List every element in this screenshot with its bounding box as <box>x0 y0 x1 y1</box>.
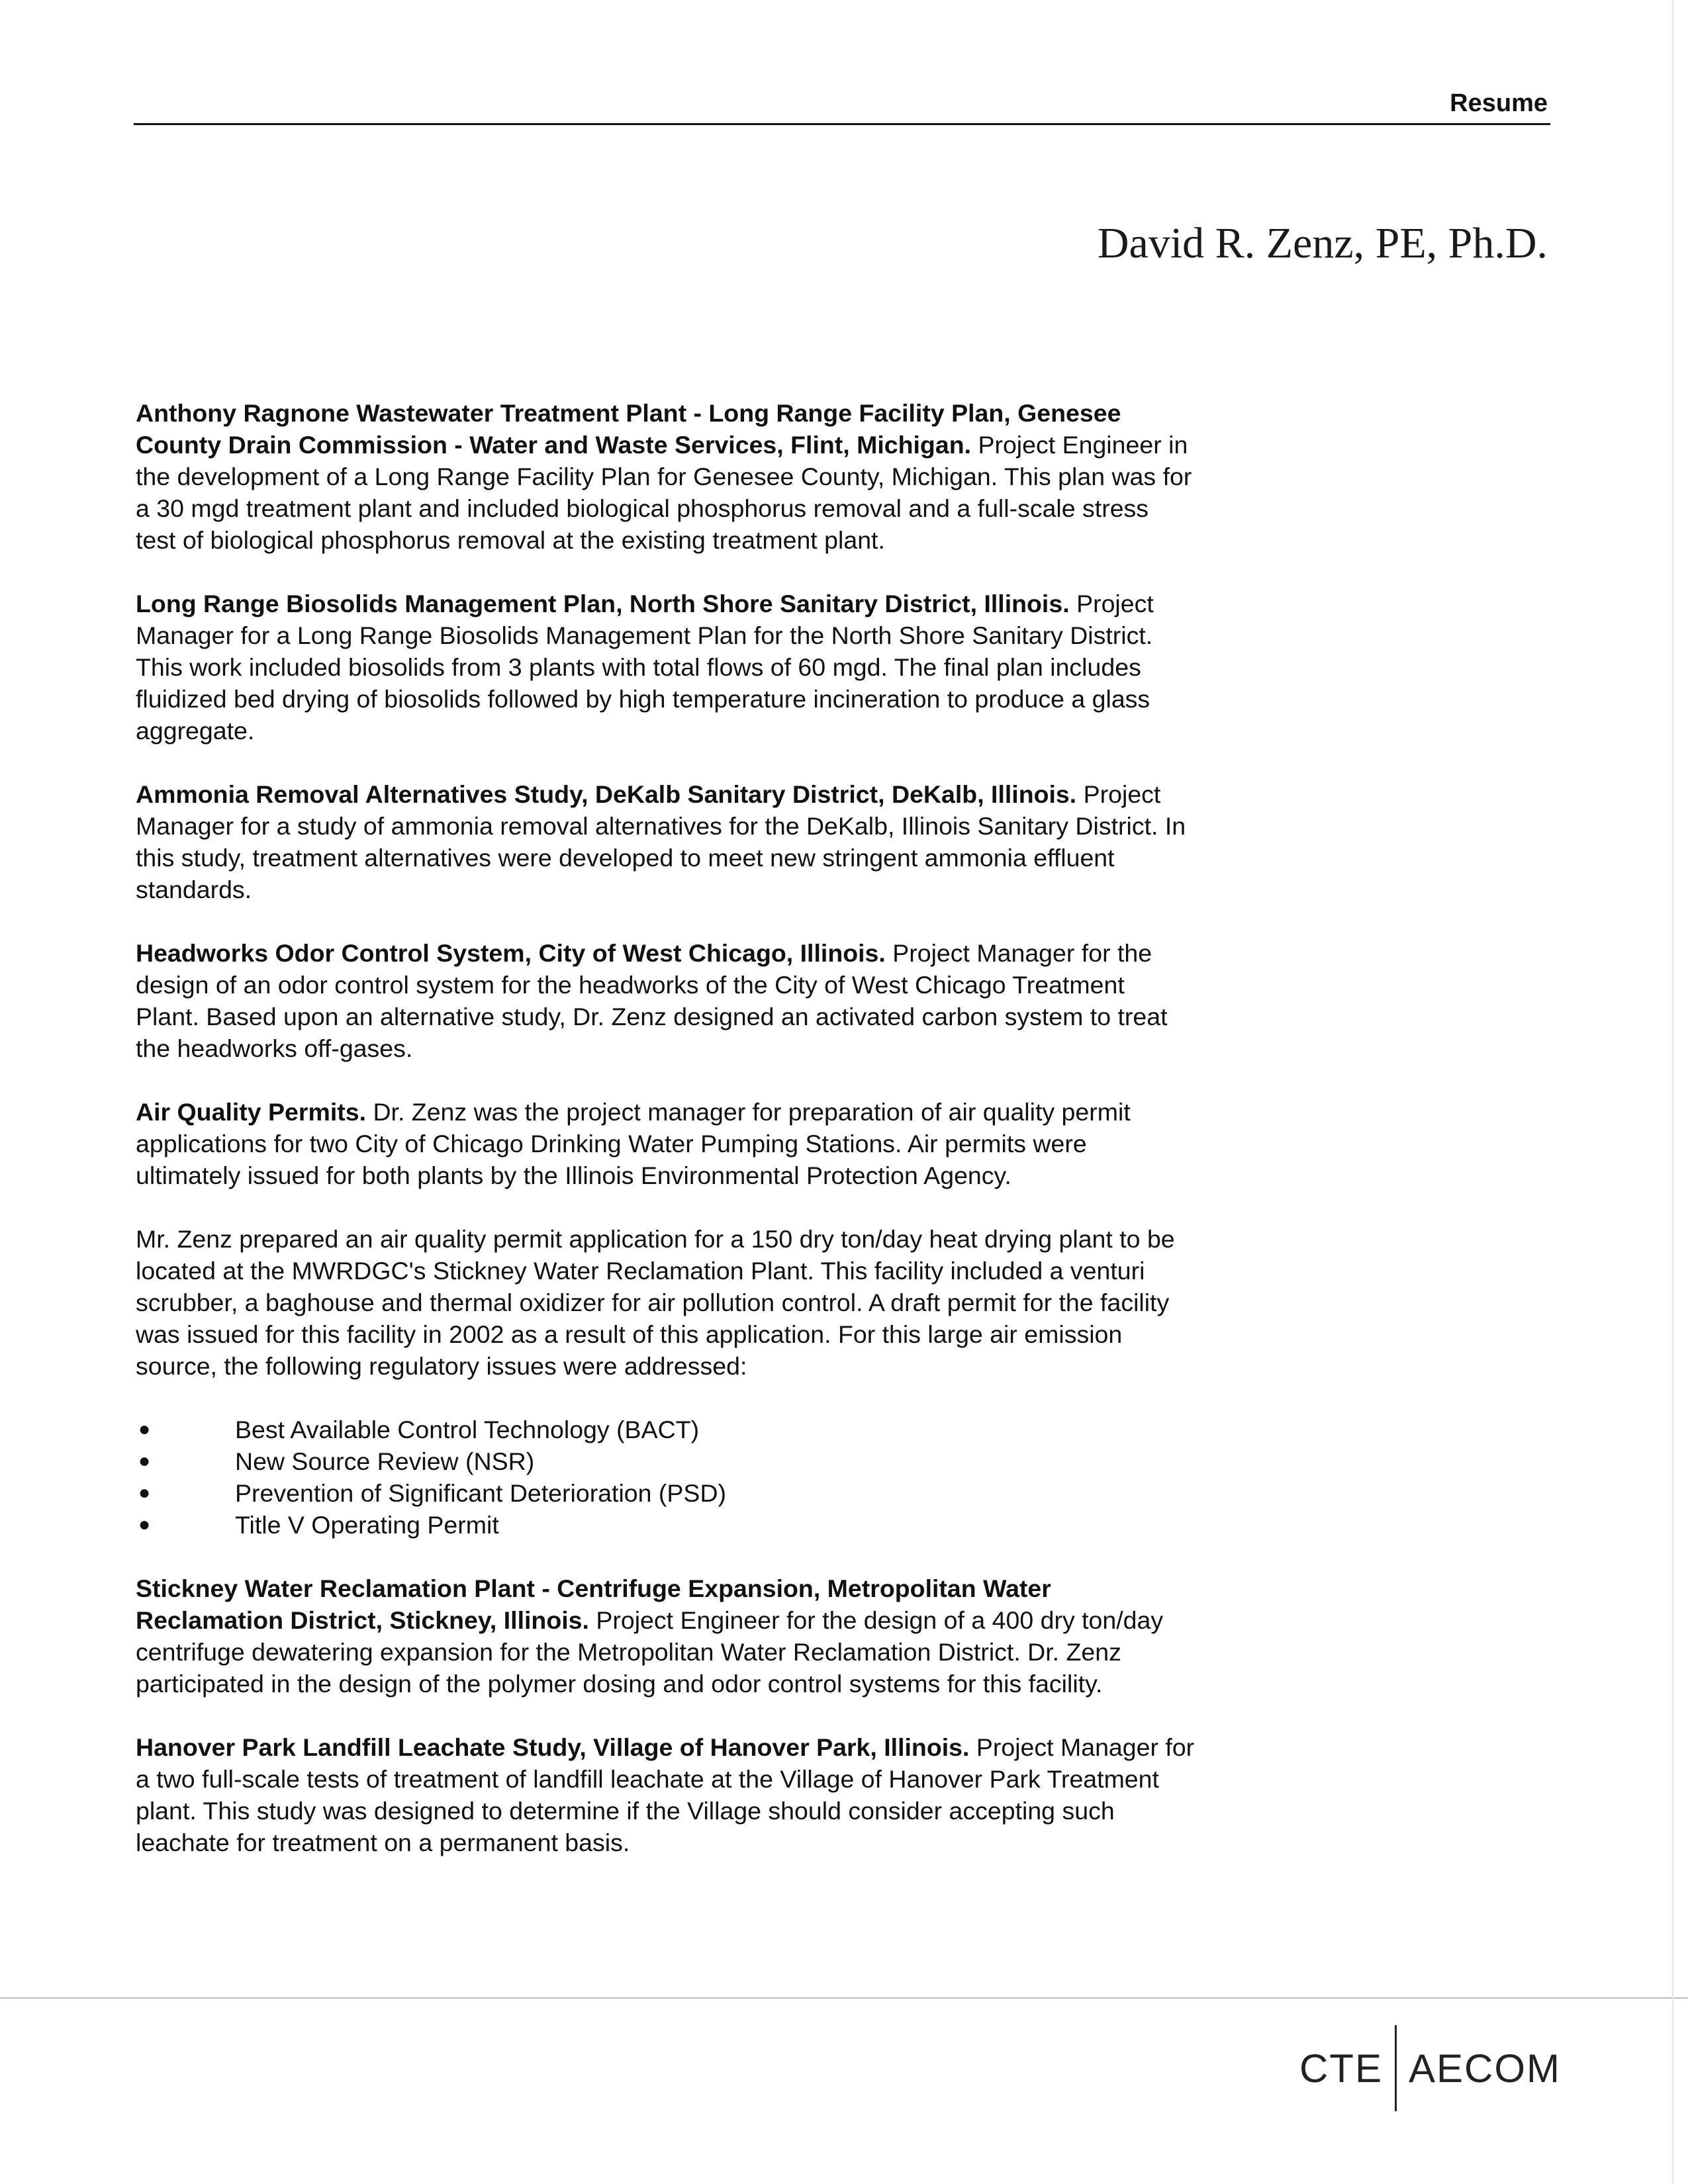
list-item <box>136 1477 1195 1509</box>
project-title: Hanover Park Landfill Leachate Study, Village of Hanover Park, Illinois. <box>136 1733 970 1761</box>
logo-aecom: AECOM <box>1408 2046 1561 2091</box>
list-item-text: New Source Review (NSR) <box>235 1447 535 1475</box>
project-title: Ammonia Removal Alternatives Study, DeKalb Sanitary District, DeKalb, Illinois. <box>136 780 1077 808</box>
bullet-icon: ● <box>138 1418 151 1440</box>
project-description: Project Engineer for the design of a 400 dry ton/day centrifuge dewatering expansion for the Metropolitan Water Reclamation District. Dr. Zenz participated in the design of the polymer dosing and odor control systems for this facility. <box>136 1606 1164 1698</box>
project-description: Project Manager for the design of an odor control system for the headworks of the City of West Chicago Treatment Plant. Based upon an alternative study, Dr. Zenz designed an activated carbon system to treat the headworks off-gases. <box>136 939 1168 1062</box>
header-divider <box>134 123 1550 125</box>
project-entry <box>136 588 1195 747</box>
list-item-text: Prevention of Significant Deterioration (PSD) <box>235 1479 727 1507</box>
project-entry <box>136 937 1195 1064</box>
permit-paragraph: Mr. Zenz prepared an air quality permit application for a 150 dry ton/day heat drying plant to be located at the MWRDGC's Stickney Water Reclamation Plant. This facility included a venturi scrubber, a baghouse and thermal oxidizer for air pollution control. A draft permit for the facility was issued for this facility in 2002 as a result of this application. For this large air emission source, the following regulatory issues were addressed: <box>136 1225 1175 1380</box>
project-entry <box>136 1572 1195 1700</box>
resume-body <box>136 397 1195 1890</box>
project-description: Project Engineer in the development of a Long Range Facility Plan for Genesee County, Michigan. This plan was for a 30 mgd treatment plant and included biological phosphorus removal and a full-scale stress test of biological phosphorus removal at the existing treatment plant. <box>136 431 1192 554</box>
project-description: Dr. Zenz was the project manager for preparation of air quality permit applications for two City of Chicago Drinking Water Pumping Stations. Air permits were ultimately issued for both plants by the Illinois Environmental Protection Agency. <box>136 1098 1131 1189</box>
project-title: Air Quality Permits. <box>136 1098 367 1126</box>
list-item <box>136 1445 1195 1477</box>
project-entry <box>136 1731 1195 1858</box>
bullet-icon: ● <box>138 1514 151 1535</box>
list-item-text: Best Available Control Technology (BACT) <box>235 1416 700 1443</box>
project-title: Stickney Water Reclamation Plant - Centrifuge Expansion, Metropolitan Water Reclamation District, Stickney, Illinois. <box>136 1574 1051 1634</box>
project-entry <box>136 778 1195 905</box>
bullet-icon: ● <box>138 1450 151 1472</box>
scan-edge-line <box>1672 0 1673 2184</box>
project-entry <box>136 397 1195 556</box>
footer-divider <box>0 1997 1688 1999</box>
header-label: Resume <box>1450 89 1548 117</box>
list-item-text: Title V Operating Permit <box>235 1511 499 1539</box>
list-item <box>136 1509 1195 1541</box>
bullet-icon: ● <box>138 1482 151 1504</box>
project-description: Project Manager for a study of ammonia removal alternatives for the DeKalb, Illinois Sanitary District. In this study, treatment alternatives were developed to meet new stringent ammonia effluent standards. <box>136 780 1186 903</box>
logo-separator <box>1395 2025 1397 2111</box>
company-logo <box>1299 2022 1561 2115</box>
project-title: Headworks Odor Control System, City of West Chicago, Illinois. <box>136 939 886 967</box>
list-item <box>136 1414 1195 1445</box>
project-description: Project Manager for a Long Range Biosolids Management Plan for the North Shore Sanitary District. This work included biosolids from 3 plants with total flows of 60 mgd. The final plan includes fluidized bed drying of biosolids followed by high temperature incineration to produce a glass aggregate. <box>136 590 1154 745</box>
person-name: David R. Zenz, PE, Ph.D. <box>1097 219 1548 267</box>
project-description: Project Manager for a two full-scale tests of treatment of landfill leachate at the Village of Hanover Park Treatment plant. This study was designed to determine if the Village should consider accepting such leachate for treatment on a permanent basis. <box>136 1733 1195 1856</box>
logo-cte: CTE <box>1299 2046 1383 2091</box>
project-title: Anthony Ragnone Wastewater Treatment Plant - Long Range Facility Plan, Genesee County Drain Commission - Water and Waste Services, Flint, Michigan. <box>136 399 1121 459</box>
project-entry <box>136 1096 1195 1191</box>
regulatory-issues-list <box>136 1414 1195 1541</box>
project-title: Long Range Biosolids Management Plan, North Shore Sanitary District, Illinois. <box>136 590 1070 617</box>
